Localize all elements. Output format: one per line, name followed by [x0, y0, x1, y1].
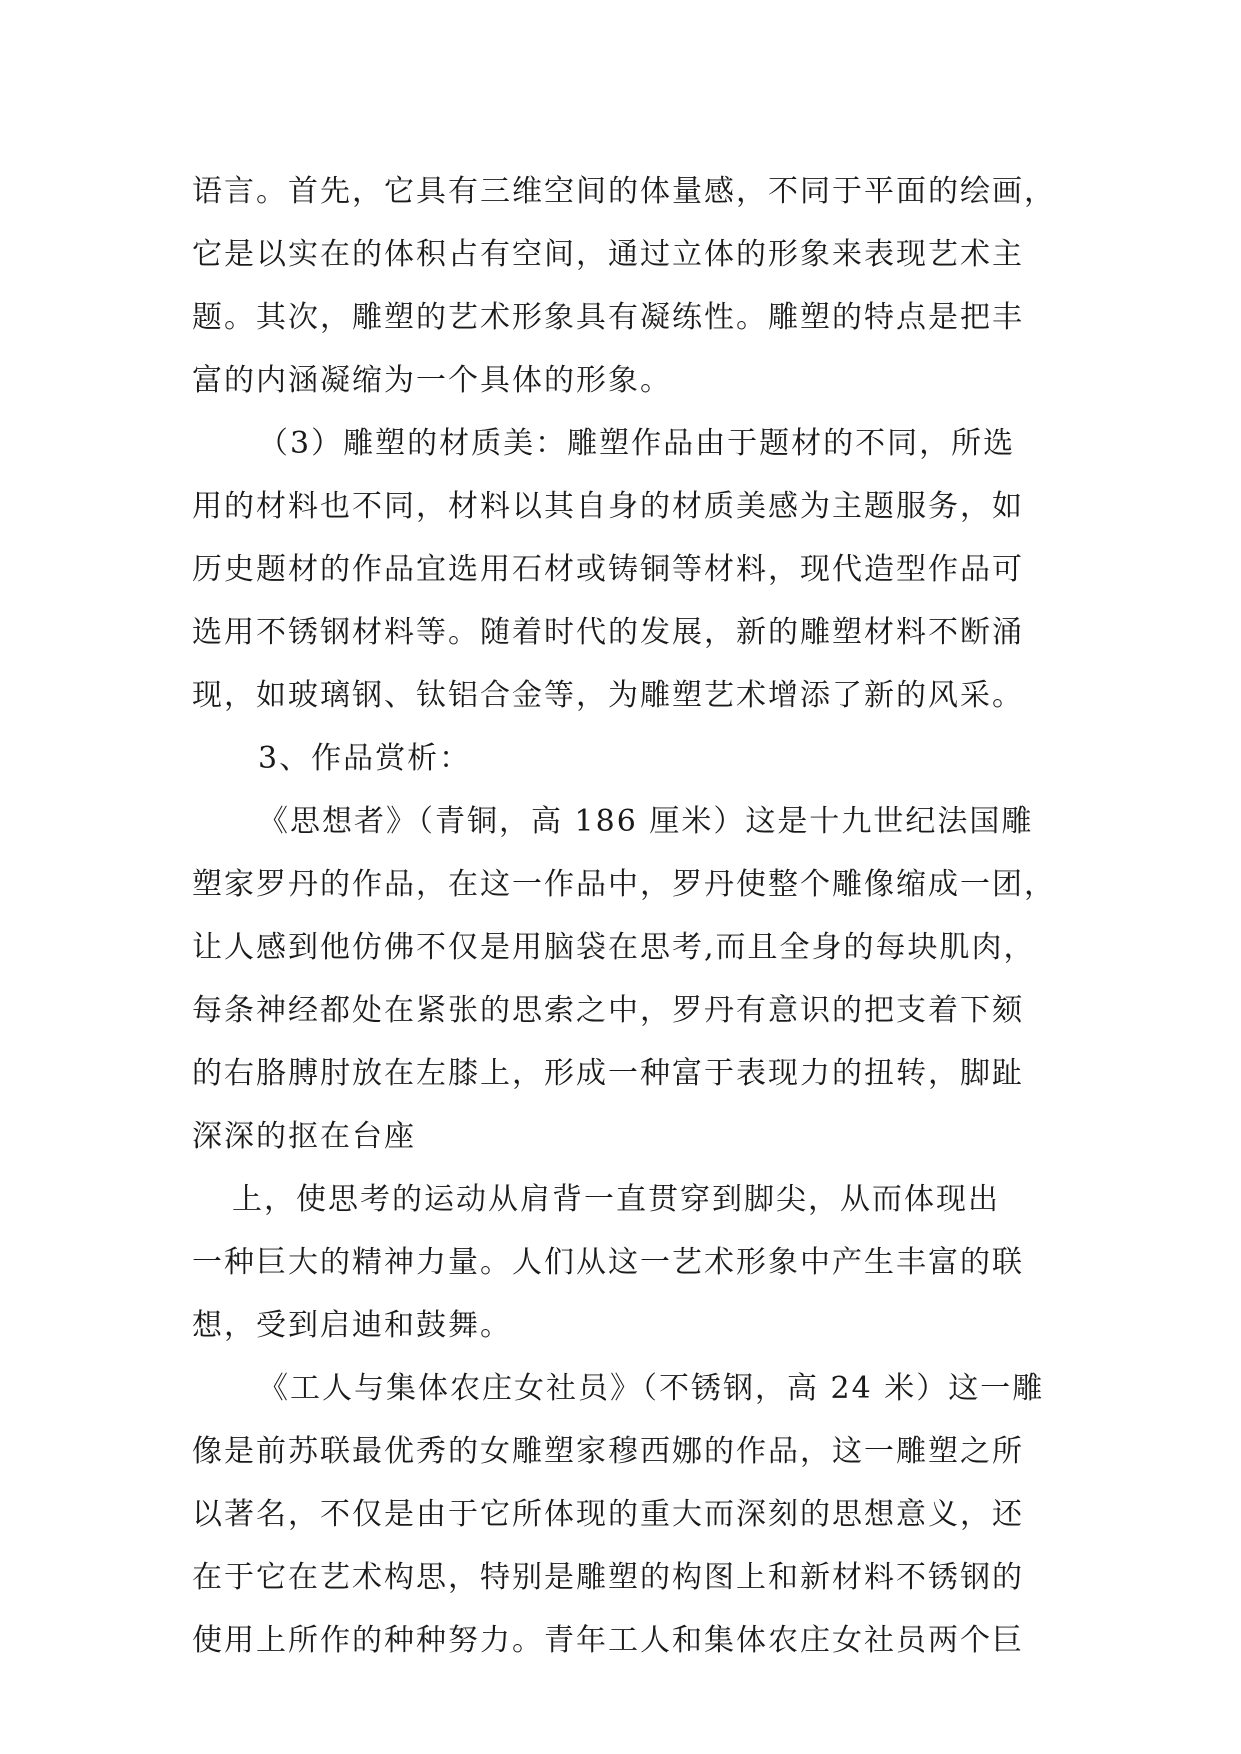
text-line: 《工人与集体农庄女社员》（不锈钢，高 24 米）这一雕 [258, 1371, 1045, 1406]
text-line: 的右胳膊肘放在左膝上，形成一种富于表现力的扭转，脚趾 [192, 1056, 1024, 1091]
text-line: 每条神经都处在紧张的思索之中，罗丹有意识的把支着下颏 [192, 993, 1024, 1028]
text-line: 在于它在艺术构思，特别是雕塑的构图上和新材料不锈钢的 [192, 1560, 1024, 1595]
text-line: 历史题材的作品宜选用石材或铸铜等材料，现代造型作品可 [192, 552, 1024, 587]
text-line: 现，如玻璃钢、钛铝合金等，为雕塑艺术增添了新的风采。 [192, 678, 1024, 713]
text-line: 上，使思考的运动从肩背一直贯穿到脚尖，从而体现出 [232, 1182, 1000, 1217]
body-text [192, 160, 1072, 1672]
text-line: 它是以实在的体积占有空间，通过立体的形象来表现艺术主 [192, 237, 1024, 272]
text-line: 让人感到他仿佛不仅是用脑袋在思考,而且全身的每块肌肉， [192, 930, 1036, 965]
text-line: 一种巨大的精神力量。人们从这一艺术形象中产生丰富的联 [192, 1245, 1024, 1280]
section-heading: 3、作品赏析： [258, 741, 472, 776]
text-line: 富的内涵凝缩为一个具体的形象。 [192, 363, 672, 398]
text-line: 像是前苏联最优秀的女雕塑家穆西娜的作品，这一雕塑之所 [192, 1434, 1024, 1469]
text-line: 语言。首先，它具有三维空间的体量感，不同于平面的绘画， [192, 174, 1056, 209]
text-line: 想，受到启迪和鼓舞。 [192, 1308, 512, 1343]
text-line: 用的材料也不同，材料以其自身的材质美感为主题服务，如 [192, 489, 1024, 524]
text-line: 《思想者》（青铜，高 186 厘米）这是十九世纪法国雕 [258, 804, 1034, 839]
text-line: 选用不锈钢材料等。随着时代的发展，新的雕塑材料不断涌 [192, 615, 1024, 650]
text-line: 塑家罗丹的作品，在这一作品中，罗丹使整个雕像缩成一团， [192, 867, 1056, 902]
text-line: 深深的抠在台座 [192, 1119, 416, 1154]
text-line: 题。其次，雕塑的艺术形象具有凝练性。雕塑的特点是把丰 [192, 300, 1024, 335]
text-line: （3）雕塑的材质美：雕塑作品由于题材的不同，所选 [258, 426, 1016, 461]
text-line: 使用上所作的种种努力。青年工人和集体农庄女社员两个巨 [192, 1623, 1024, 1658]
text-line: 以著名，不仅是由于它所体现的重大而深刻的思想意义，还 [192, 1497, 1024, 1532]
